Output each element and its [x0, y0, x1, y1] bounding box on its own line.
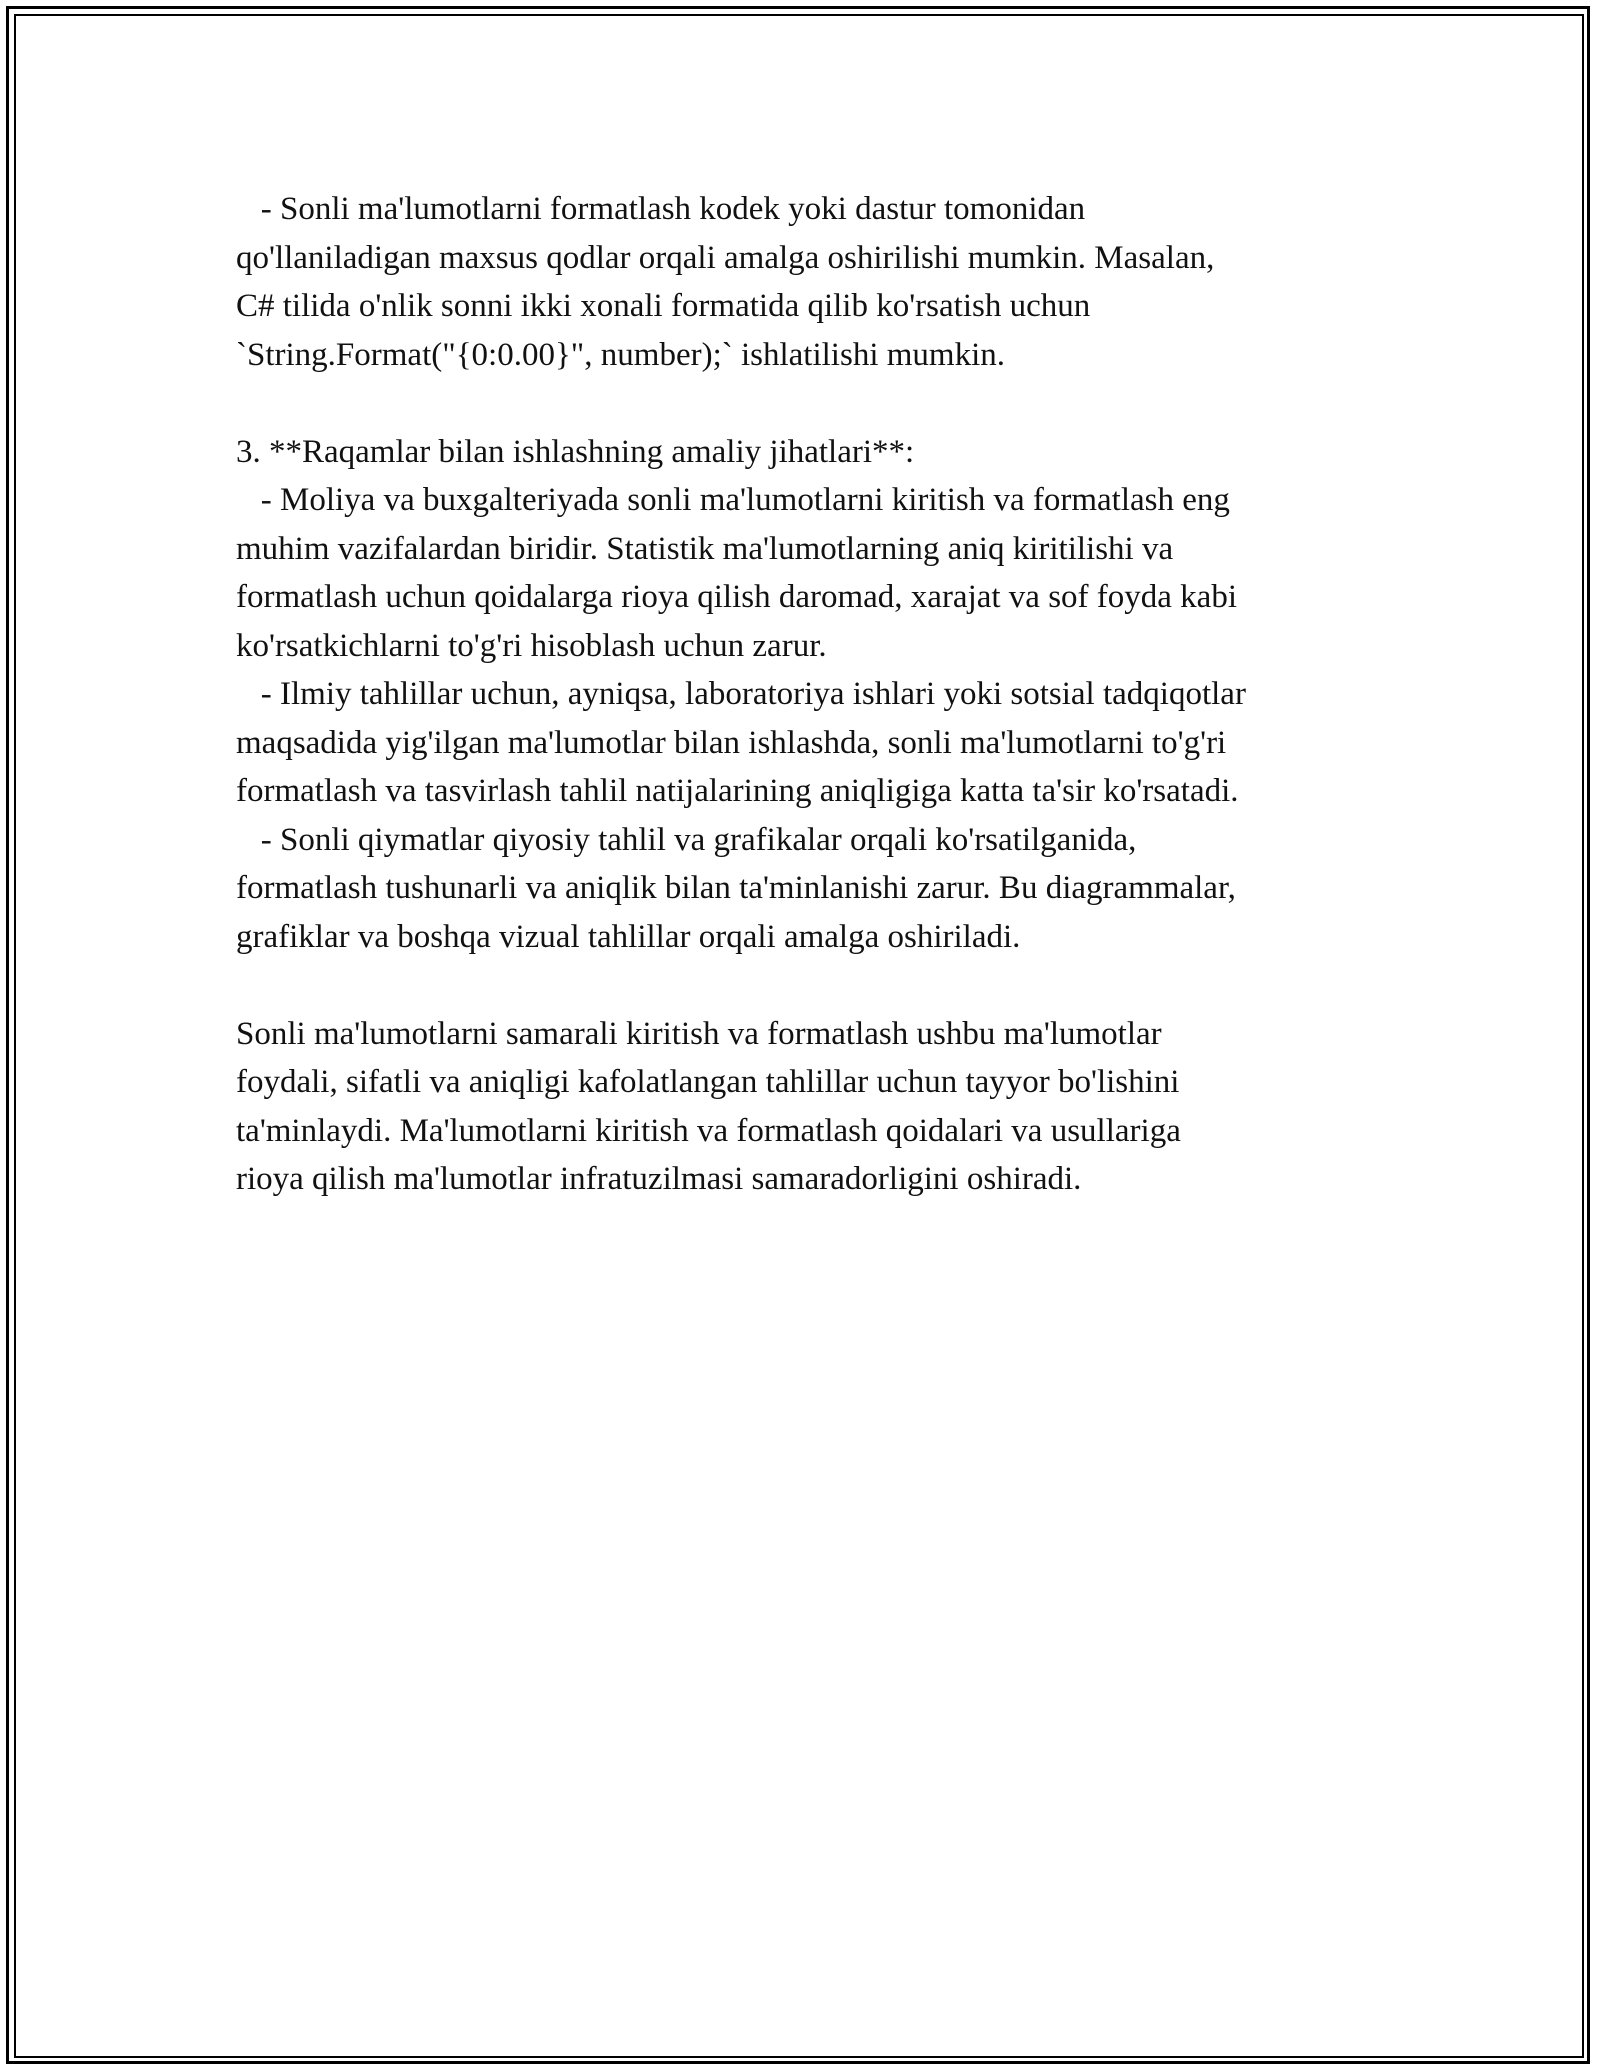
- text-line: `String.Format("{0:0.00}", number);` ishlatilishi mumkin.: [236, 336, 1005, 373]
- text-line: rioya qilish ma'lumotlar infratuzilmasi samaradorligini oshiradi.: [236, 1161, 1082, 1197]
- text-line: Sonli ma'lumotlarni samarali kiritish va formatlash ushbu ma'lumotlar: [236, 1015, 1162, 1052]
- text-line: ta'minlaydi. Ma'lumotlarni kiritish va formatlash qoidalari va usullariga: [236, 1112, 1181, 1149]
- text-line: formatlash va tasvirlash tahlil natijalarining aniqligiga katta ta'sir ko'rsatadi.: [236, 773, 1239, 809]
- text-line: formatlash uchun qoidalarga rioya qilish daromad, xarajat va sof foyda kabi: [236, 579, 1237, 615]
- paragraph-spacer: [236, 379, 1376, 428]
- text-line: - Moliya va buxgalteriyada sonli ma'lumotlarni kiritish va formatlash eng: [236, 482, 1230, 518]
- text-line: - Sonli ma'lumotlarni formatlash kodek yoki dastur tomonidan: [236, 191, 1086, 227]
- text-line: - Sonli qiymatlar qiyosiy tahlil va grafikalar orqali ko'rsatilganida,: [236, 821, 1137, 858]
- text-line: grafiklar va boshqa vizual tahlillar orqali amalga oshiriladi.: [236, 918, 1021, 955]
- text-line: ko'rsatkichlarni to'g'ri hisoblash uchun zarur.: [236, 627, 827, 664]
- section-heading: 3. **Raqamlar bilan ishlashning amaliy jihatlari**:: [236, 433, 915, 470]
- text-line: qo'llaniladigan maxsus qodlar orqali amalga oshirilishi mumkin. Masalan,: [236, 239, 1215, 276]
- text-line: - Ilmiy tahlillar uchun, ayniqsa, laboratoriya ishlari yoki sotsial tadqiqotlar: [236, 676, 1246, 712]
- paragraph-formatting-code: [236, 185, 1376, 379]
- paragraph-spacer: [236, 961, 1376, 1010]
- text-line: maqsadida yig'ilgan ma'lumotlar bilan ishlashda, sonli ma'lumotlarni to'g'ri: [236, 724, 1227, 761]
- text-line: C# tilida o'nlik sonni ikki xonali formatida qilib ko'rsatish uchun: [236, 288, 1091, 324]
- text-line: muhim vazifalardan biridir. Statistik ma'lumotlarning aniq kiritilishi va: [236, 530, 1174, 567]
- document-body: [236, 185, 1376, 1204]
- paragraph-practical-aspects: [236, 428, 1376, 962]
- text-line: foydali, sifatli va aniqligi kafolatlangan tahlillar uchun tayyor bo'lishini: [236, 1064, 1180, 1100]
- text-line: formatlash tushunarli va aniqlik bilan ta'minlanishi zarur. Bu diagrammalar,: [236, 870, 1236, 906]
- paragraph-conclusion: [236, 1010, 1376, 1204]
